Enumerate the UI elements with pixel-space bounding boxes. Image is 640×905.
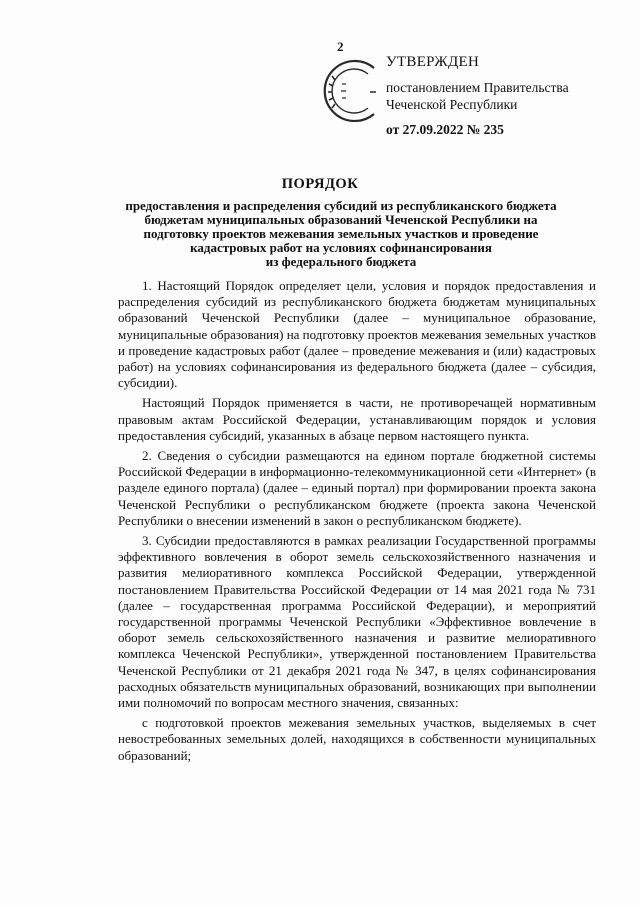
subtitle-line: из федерального бюджета [265, 254, 417, 269]
paragraph-5: с подготовкой проектов межевания земельных участков, выделяемых в счет невостребованных земельных долей, находящихся в собственности муниципальных образований; [118, 715, 596, 763]
subtitle-line: подготовку проектов межевания земельных участков и проведение [143, 226, 539, 241]
document-title: ПОРЯДОК [281, 176, 359, 192]
approval-block [386, 54, 616, 138]
document-body [118, 278, 596, 768]
approval-title: УТВЕРЖДЕН [386, 54, 480, 70]
paragraph-1: 1. Настоящий Порядок определяет цели, условия и порядок предоставления и распределения субсидий из республиканского бюджета бюджетам муниципальных образований Чеченской Республики (далее – муниципальное образование, муниципальные образования) на подготовку проектов межевания земельных участков и проведение кадастровых работ (далее – проведение межевания и (или) кадастровых работ) на условиях софинансирования из федерального бюджета (далее – субсидия, субсидии). [118, 278, 596, 391]
subtitle-line: бюджетам муниципальных образований Чеченской Республики на [144, 212, 538, 227]
document-subtitle [86, 199, 596, 269]
approval-line-2: Чеченской Республики [386, 97, 518, 112]
approval-line-1: постановлением Правительства [386, 80, 569, 95]
subtitle-line: предоставления и распределения субсидий из республиканского бюджета [125, 198, 557, 213]
paragraph-4: 3. Субсидии предоставляются в рамках реализации Государственной программы эффективного вовлечения в оборот земель сельскохозяйственного назначения и развития мелиоративного комплекса Российской Федерации, утвержденной постановлением Правительства Российской Федерации от 14 мая 2021 года № 731 (далее – государственная программа Российской Федерации), и мероприятий государственной программы Чеченской Республики «Эффективное вовлечение в оборот земель сельскохозяйственного назначения и развитие мелиоративного комплекса Чеченской Республики», утвержденной постановлением Правительства Чеченской Республики от 21 декабря 2021 года № 347, в целях софинансирования расходных обязательств муниципальных образований, возникающих при выполнении ими полномочий по вопросам местного значения, связанных: [118, 533, 596, 711]
paragraph-2: Настоящий Порядок применяется в части, не противоречащей нормативным правовым актам Российской Федерации, устанавливающим порядок и условия предоставления субсидий, указанных в абзаце первом настоящего пункта. [118, 395, 596, 443]
paragraph-3: 2. Сведения о субсидии размещаются на едином портале бюджетной системы Российской Федерации в информационно-телекоммуникационной сети «Интернет» (в разделе единого портала) (далее – единый портал) при формировании проекта закона Чеченской Республики о республиканском бюджете (проекта закона Чеченской Республики о внесении изменений в закон о республиканском бюджете). [118, 448, 596, 528]
round-seal-stamp-icon [322, 58, 380, 122]
subtitle-line: кадастровых работ на условиях софинансирования [190, 240, 492, 255]
page-number: 2 [337, 39, 344, 54]
approval-date: от 27.09.2022 № 235 [386, 122, 504, 137]
